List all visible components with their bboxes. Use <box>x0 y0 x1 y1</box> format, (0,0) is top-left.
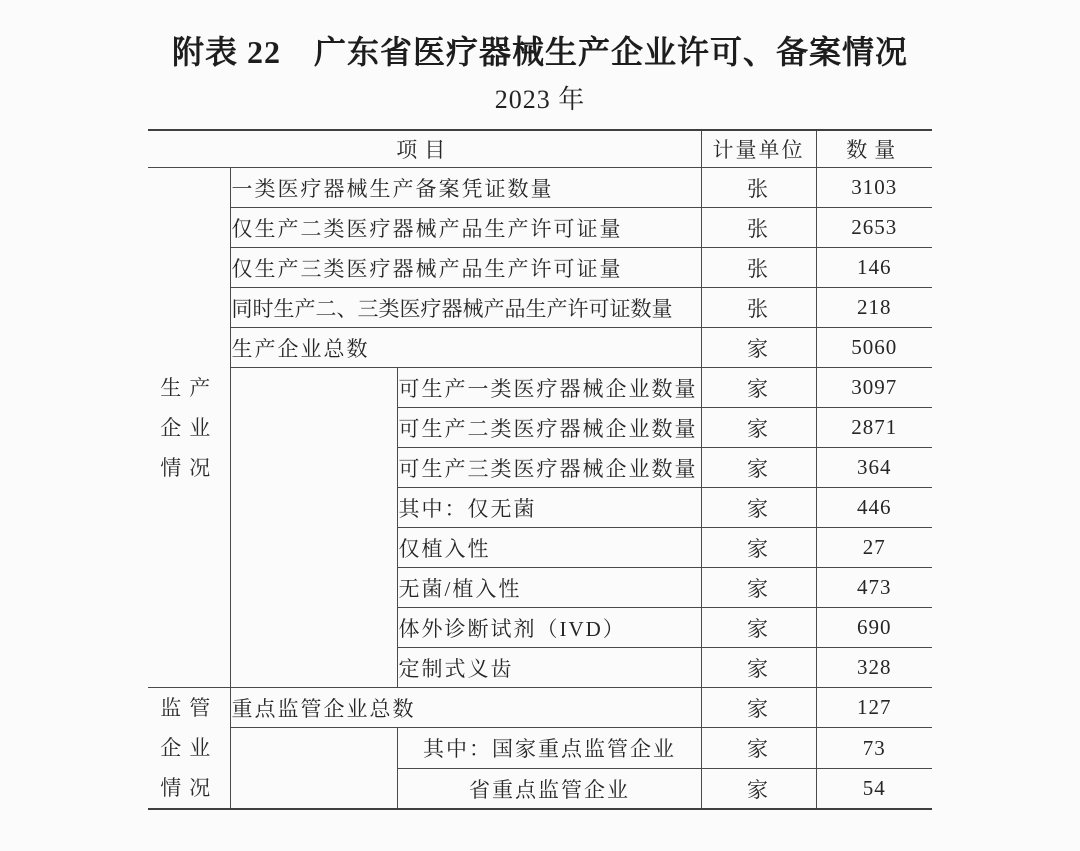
statistics-table <box>148 129 932 810</box>
group-label-line: 监管 <box>160 696 219 720</box>
table-row <box>148 208 932 248</box>
table-row <box>148 328 932 368</box>
group-label-line: 企业 <box>160 415 219 440</box>
year-subtitle: 2023 年 <box>494 85 586 114</box>
unit-cell: 家 <box>701 769 816 810</box>
unit-cell: 家 <box>701 528 816 568</box>
header-item: 项目 <box>148 130 701 168</box>
unit-cell: 张 <box>701 288 816 328</box>
unit-cell: 家 <box>701 328 816 368</box>
row-group-production <box>148 168 231 688</box>
empty-cell <box>231 368 398 688</box>
value-cell: 364 <box>816 448 932 488</box>
value-cell: 473 <box>816 568 932 608</box>
sub-item-label: 可生产一类医疗器械企业数量 <box>398 368 701 408</box>
value-cell: 328 <box>816 648 932 688</box>
table-row <box>148 168 932 208</box>
value-cell: 218 <box>816 288 932 328</box>
sub-item-label: 无菌/植入性 <box>398 568 701 608</box>
value-cell: 3097 <box>816 368 932 408</box>
value-cell: 446 <box>816 488 932 528</box>
sub-item-label: 其中：国家重点监管企业 <box>398 728 701 769</box>
table-row <box>148 728 932 769</box>
unit-cell: 家 <box>701 608 816 648</box>
unit-cell: 张 <box>701 168 816 208</box>
unit-cell: 张 <box>701 208 816 248</box>
item-label: 重点监管企业总数 <box>231 688 701 728</box>
value-cell: 3103 <box>816 168 932 208</box>
unit-cell: 家 <box>701 648 816 688</box>
sub-item-label: 可生产三类医疗器械企业数量 <box>398 448 701 488</box>
table-row <box>148 288 932 328</box>
table-header-row <box>148 130 932 168</box>
unit-cell: 家 <box>701 728 816 769</box>
sub-item-label: 省重点监管企业 <box>398 769 701 810</box>
item-label: 仅生产二类医疗器械产品生产许可证量 <box>231 208 701 248</box>
sub-item-label: 其中：仅无菌 <box>398 488 701 528</box>
item-label: 同时生产二、三类医疗器械产品生产许可证数量 <box>231 288 701 328</box>
sub-item-label: 体外诊断试剂（IVD） <box>398 608 701 648</box>
value-cell: 690 <box>816 608 932 648</box>
unit-cell: 家 <box>701 568 816 608</box>
empty-cell <box>231 728 398 810</box>
item-label: 生产企业总数 <box>231 328 701 368</box>
value-cell: 2653 <box>816 208 932 248</box>
group-label-line: 企业 <box>160 736 219 760</box>
value-cell: 54 <box>816 769 932 810</box>
value-cell: 27 <box>816 528 932 568</box>
header-unit: 计量单位 <box>701 130 816 168</box>
item-label: 仅生产三类医疗器械产品生产许可证量 <box>231 248 701 288</box>
table-row <box>148 248 932 288</box>
unit-cell: 家 <box>701 448 816 488</box>
value-cell: 146 <box>816 248 932 288</box>
value-cell: 5060 <box>816 328 932 368</box>
group-label-line: 情况 <box>160 455 219 480</box>
value-cell: 73 <box>816 728 932 769</box>
item-label: 一类医疗器械生产备案凭证数量 <box>231 168 701 208</box>
table-row <box>148 688 932 728</box>
row-group-supervision <box>148 688 231 810</box>
unit-cell: 家 <box>701 488 816 528</box>
unit-cell: 家 <box>701 408 816 448</box>
header-quantity: 数量 <box>816 130 932 168</box>
table-title: 附表 22 广东省医疗器械生产企业许可、备案情况 <box>171 34 908 70</box>
table-row <box>148 368 932 408</box>
value-cell: 127 <box>816 688 932 728</box>
unit-cell: 家 <box>701 368 816 408</box>
group-label-line: 生产 <box>160 375 219 400</box>
unit-cell: 张 <box>701 248 816 288</box>
unit-cell: 家 <box>701 688 816 728</box>
group-label-line: 情况 <box>160 776 219 800</box>
sub-item-label: 定制式义齿 <box>398 648 701 688</box>
sub-item-label: 仅植入性 <box>398 528 701 568</box>
sub-item-label: 可生产二类医疗器械企业数量 <box>398 408 701 448</box>
value-cell: 2871 <box>816 408 932 448</box>
